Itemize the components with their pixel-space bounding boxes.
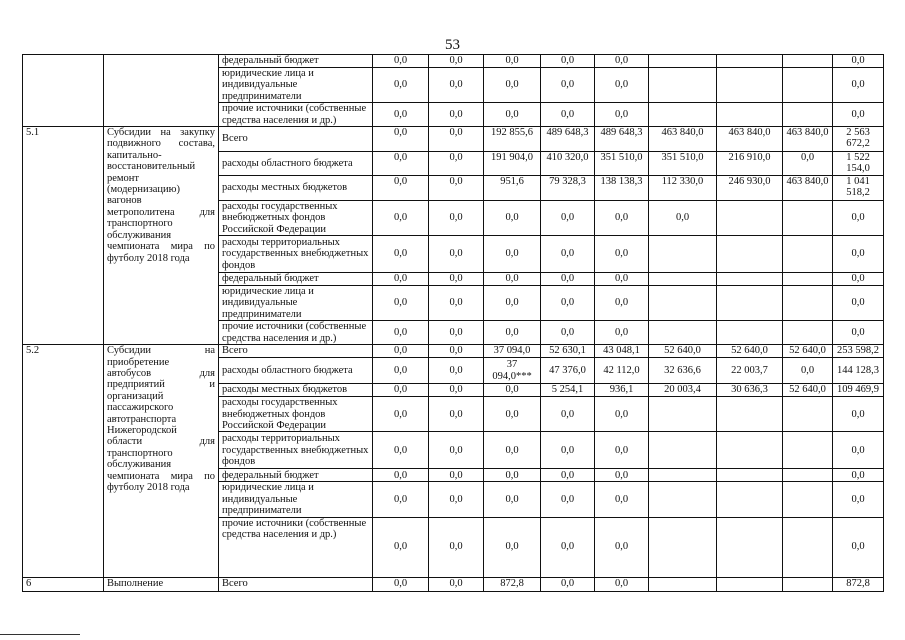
table-row xyxy=(23,127,884,152)
section-title-line: Субсидии на xyxy=(107,345,215,357)
value-cell: 463 840,0 xyxy=(717,127,783,152)
value-cell: 0,0 xyxy=(373,286,429,321)
value-cell: 0,0 xyxy=(595,236,649,273)
value-cell: 0,0 xyxy=(833,103,884,127)
value-cell: 191 904,0 xyxy=(484,152,541,176)
value-cell: 0,0 xyxy=(373,432,429,469)
value-cell: 0,0 xyxy=(833,321,884,345)
value-cell: 951,6 xyxy=(484,175,541,200)
value-cell: 246 930,0 xyxy=(717,175,783,200)
value-cell: 0,0 xyxy=(595,482,649,517)
page-number: 53 xyxy=(445,37,460,53)
value-cell xyxy=(717,103,783,127)
value-cell xyxy=(717,286,783,321)
value-cell: 0,0 xyxy=(541,200,595,235)
value-cell: 0,0 xyxy=(429,273,484,286)
value-cell: 0,0 xyxy=(833,286,884,321)
value-cell: 0,0 xyxy=(833,469,884,482)
section-title-line: обслуживания xyxy=(107,229,172,241)
value-cell: 0,0 xyxy=(429,345,484,358)
value-cell: 0,0 xyxy=(429,384,484,397)
value-cell: 0,0 xyxy=(783,358,833,384)
value-cell: 0,0 xyxy=(484,321,541,345)
funding-source: Всего xyxy=(219,127,373,152)
value-cell: 0,0 xyxy=(373,345,429,358)
value-cell: 0,0 xyxy=(429,432,484,469)
value-cell xyxy=(783,397,833,432)
value-cell xyxy=(783,55,833,68)
value-cell: 0,0 xyxy=(484,236,541,273)
value-cell xyxy=(649,469,717,482)
section-title-line: Субсидии на закупку xyxy=(107,127,215,139)
value-cell: 0,0 xyxy=(541,432,595,469)
value-cell xyxy=(649,273,717,286)
value-cell: 0,0 xyxy=(484,469,541,482)
value-cell: 0,0 xyxy=(373,469,429,482)
value-cell: 0,0 xyxy=(373,384,429,397)
value-cell: 0,0 xyxy=(429,358,484,384)
value-cell xyxy=(649,286,717,321)
value-cell xyxy=(649,103,717,127)
value-cell xyxy=(783,236,833,273)
value-cell: 463 840,0 xyxy=(649,127,717,152)
funding-source: расходы государственных внебюджетных фондов Российской Федерации xyxy=(219,397,373,432)
value-cell xyxy=(649,577,717,591)
section-title-line: приобретение xyxy=(107,356,170,368)
value-cell xyxy=(717,236,783,273)
table-row xyxy=(23,577,884,591)
value-cell: 0,0 xyxy=(541,397,595,432)
value-cell xyxy=(717,397,783,432)
value-cell: 0,0 xyxy=(373,358,429,384)
value-cell: 0,0 xyxy=(595,321,649,345)
value-cell: 52 640,0 xyxy=(783,384,833,397)
section-title-line: восстановительный xyxy=(107,161,196,173)
value-cell xyxy=(717,577,783,591)
value-cell: 52 640,0 xyxy=(649,345,717,358)
value-cell xyxy=(649,236,717,273)
section-title-6: Выполнение xyxy=(104,577,219,591)
value-cell xyxy=(783,482,833,517)
value-cell: 253 598,2 xyxy=(833,345,884,358)
funding-source: юридические лица и индивидуальные предприниматели xyxy=(219,286,373,321)
value-cell: 0,0 xyxy=(429,152,484,176)
value-cell: 351 510,0 xyxy=(649,152,717,176)
value-cell xyxy=(783,68,833,103)
funding-source: федеральный бюджет xyxy=(219,55,373,68)
value-cell xyxy=(649,55,717,68)
section-title-line: вагонов xyxy=(107,195,142,207)
value-cell: 0,0 xyxy=(484,103,541,127)
value-cell xyxy=(783,321,833,345)
value-cell: 0,0 xyxy=(833,68,884,103)
value-cell xyxy=(717,517,783,577)
value-cell: 0,0 xyxy=(373,152,429,176)
value-cell: 0,0 xyxy=(541,68,595,103)
value-cell: 0,0 xyxy=(595,200,649,235)
section-title-5-2 xyxy=(104,345,219,577)
value-cell: 216 910,0 xyxy=(717,152,783,176)
value-cell: 0,0 xyxy=(833,397,884,432)
value-cell: 872,8 xyxy=(833,577,884,591)
value-cell: 0,0 xyxy=(429,175,484,200)
value-cell: 30 636,3 xyxy=(717,384,783,397)
value-cell xyxy=(783,577,833,591)
value-cell xyxy=(649,517,717,577)
value-cell: 0,0 xyxy=(541,103,595,127)
value-cell: 0,0 xyxy=(429,68,484,103)
value-cell: 32 636,6 xyxy=(649,358,717,384)
value-cell: 52 630,1 xyxy=(541,345,595,358)
value-cell: 0,0 xyxy=(429,236,484,273)
value-cell: 192 855,6 xyxy=(484,127,541,152)
value-cell: 2 563 672,2 xyxy=(833,127,884,152)
section-title-line: автобусов для xyxy=(107,367,215,379)
section-title-line: чемпионата мира по xyxy=(107,241,215,253)
value-cell: 0,0 xyxy=(595,55,649,68)
value-cell: 0,0 xyxy=(833,517,884,577)
value-cell: 0,0 xyxy=(373,175,429,200)
value-cell xyxy=(717,321,783,345)
empty-title-cell xyxy=(104,55,219,127)
value-cell: 0,0 xyxy=(429,103,484,127)
value-cell: 0,0 xyxy=(484,273,541,286)
value-cell: 109 469,9 xyxy=(833,384,884,397)
value-cell: 0,0 xyxy=(595,68,649,103)
value-cell: 0,0 xyxy=(373,321,429,345)
value-cell xyxy=(783,432,833,469)
value-cell: 0,0 xyxy=(595,469,649,482)
value-cell: 42 112,0 xyxy=(595,358,649,384)
funding-source: расходы областного бюджета xyxy=(219,358,373,384)
section-id-5-1: 5.1 xyxy=(23,127,104,345)
value-cell xyxy=(649,68,717,103)
value-cell: 0,0 xyxy=(595,577,649,591)
value-cell xyxy=(717,469,783,482)
funding-source: прочие источники (собственные средства населения и др.) xyxy=(219,517,373,577)
section-title-line: подвижного состава, xyxy=(107,138,215,150)
value-cell: 0,0 xyxy=(484,397,541,432)
value-cell: 0,0 xyxy=(373,577,429,591)
value-cell: 52 640,0 xyxy=(783,345,833,358)
value-cell: 463 840,0 xyxy=(783,175,833,200)
value-cell: 0,0 xyxy=(595,286,649,321)
value-cell: 0,0 xyxy=(541,286,595,321)
funding-source: Всего xyxy=(219,345,373,358)
value-cell: 0,0 xyxy=(541,469,595,482)
value-cell xyxy=(783,286,833,321)
value-cell: 138 138,3 xyxy=(595,175,649,200)
value-cell: 0,0 xyxy=(373,55,429,68)
value-cell: 0,0 xyxy=(649,200,717,235)
value-cell: 936,1 xyxy=(595,384,649,397)
funding-source: расходы территориальных государственных внебюджетных фондов xyxy=(219,236,373,273)
value-cell: 0,0 xyxy=(373,482,429,517)
section-title-line: ремонт xyxy=(107,172,140,184)
section-title-line: области для xyxy=(107,436,215,448)
value-cell: 0,0 xyxy=(373,236,429,273)
value-cell: 22 003,7 xyxy=(717,358,783,384)
value-cell: 0,0 xyxy=(429,397,484,432)
value-cell: 20 003,4 xyxy=(649,384,717,397)
value-cell: 0,0 xyxy=(484,286,541,321)
section-id-5-2: 5.2 xyxy=(23,345,104,577)
section-id-6: 6 xyxy=(23,577,104,591)
value-cell xyxy=(783,200,833,235)
budget-table xyxy=(22,54,884,592)
value-cell: 0,0 xyxy=(595,432,649,469)
value-cell xyxy=(783,469,833,482)
value-cell: 0,0 xyxy=(833,200,884,235)
value-cell: 0,0 xyxy=(783,152,833,176)
value-cell: 1 522 154,0 xyxy=(833,152,884,176)
value-cell: 0,0 xyxy=(373,103,429,127)
value-cell: 463 840,0 xyxy=(783,127,833,152)
value-cell: 0,0 xyxy=(833,432,884,469)
value-cell: 5 254,1 xyxy=(541,384,595,397)
value-cell xyxy=(717,273,783,286)
value-cell: 0,0 xyxy=(429,482,484,517)
value-cell: 0,0 xyxy=(833,273,884,286)
value-cell: 0,0 xyxy=(429,321,484,345)
value-cell: 0,0 xyxy=(429,286,484,321)
value-cell: 0,0 xyxy=(429,55,484,68)
funding-source: юридические лица и индивидуальные предприниматели xyxy=(219,68,373,103)
value-cell: 0,0 xyxy=(373,397,429,432)
table-row xyxy=(23,345,884,358)
value-cell: 0,0 xyxy=(373,517,429,577)
section-title-line: пассажирского xyxy=(107,402,174,414)
funding-source: расходы местных бюджетов xyxy=(219,384,373,397)
value-cell xyxy=(783,103,833,127)
value-cell: 0,0 xyxy=(484,55,541,68)
value-cell: 0,0 xyxy=(833,236,884,273)
section-title-line: обслуживания xyxy=(107,459,172,471)
value-cell: 0,0 xyxy=(373,127,429,152)
value-cell xyxy=(783,517,833,577)
value-cell xyxy=(783,273,833,286)
section-title-line: чемпионата мира по xyxy=(107,470,215,482)
section-title-line: предприятий и xyxy=(107,379,215,391)
funding-source: федеральный бюджет xyxy=(219,273,373,286)
value-cell: 112 330,0 xyxy=(649,175,717,200)
value-cell: 79 328,3 xyxy=(541,175,595,200)
value-cell: 144 128,3 xyxy=(833,358,884,384)
value-cell: 0,0 xyxy=(833,482,884,517)
value-cell: 351 510,0 xyxy=(595,152,649,176)
section-title-line: Нижегородской xyxy=(107,424,177,436)
value-cell: 0,0 xyxy=(833,55,884,68)
value-cell: 47 376,0 xyxy=(541,358,595,384)
value-cell: 0,0 xyxy=(373,200,429,235)
value-cell: 37 094,0 xyxy=(484,345,541,358)
value-cell: 0,0 xyxy=(484,517,541,577)
funding-source: Всего xyxy=(219,577,373,591)
value-cell: 0,0 xyxy=(541,273,595,286)
value-cell: 0,0 xyxy=(484,200,541,235)
empty-id-cell xyxy=(23,55,104,127)
value-cell: 872,8 xyxy=(484,577,541,591)
section-title-line: капитально- xyxy=(107,149,162,161)
table-row xyxy=(23,55,884,68)
section-title-line: транспортного xyxy=(107,218,173,230)
section-title-line: транспортного xyxy=(107,447,173,459)
value-cell: 0,0 xyxy=(541,55,595,68)
value-cell: 489 648,3 xyxy=(541,127,595,152)
funding-source: юридические лица и индивидуальные предприниматели xyxy=(219,482,373,517)
value-cell: 0,0 xyxy=(429,200,484,235)
value-cell: 489 648,3 xyxy=(595,127,649,152)
footnote-rule xyxy=(0,634,80,635)
value-cell: 52 640,0 xyxy=(717,345,783,358)
section-title-line: метрополитена для xyxy=(107,206,215,218)
section-title-line: (модернизацию) xyxy=(107,184,180,196)
funding-source: прочие источники (собственные средства населения и др.) xyxy=(219,103,373,127)
section-title-5-1 xyxy=(104,127,219,345)
section-title-line: футболу 2018 года xyxy=(107,481,190,493)
value-cell: 0,0 xyxy=(541,321,595,345)
value-cell: 0,0 xyxy=(484,384,541,397)
value-cell xyxy=(649,397,717,432)
value-cell: 37 094,0*** xyxy=(484,358,541,384)
value-cell: 0,0 xyxy=(484,68,541,103)
value-cell xyxy=(649,432,717,469)
value-cell: 43 048,1 xyxy=(595,345,649,358)
value-cell xyxy=(717,432,783,469)
section-title-line: футболу 2018 года xyxy=(107,252,190,264)
value-cell: 0,0 xyxy=(595,397,649,432)
funding-source: расходы территориальных государственных внебюджетных фондов xyxy=(219,432,373,469)
section-title-line: автотранспорта xyxy=(107,413,177,425)
value-cell: 0,0 xyxy=(373,68,429,103)
value-cell: 0,0 xyxy=(595,517,649,577)
funding-source: федеральный бюджет xyxy=(219,469,373,482)
value-cell xyxy=(649,482,717,517)
value-cell: 0,0 xyxy=(595,273,649,286)
value-cell: 0,0 xyxy=(541,236,595,273)
value-cell xyxy=(717,68,783,103)
funding-source: прочие источники (собственные средства населения и др.) xyxy=(219,321,373,345)
value-cell: 0,0 xyxy=(541,577,595,591)
value-cell xyxy=(717,200,783,235)
funding-source: расходы местных бюджетов xyxy=(219,175,373,200)
value-cell: 0,0 xyxy=(429,577,484,591)
value-cell: 0,0 xyxy=(373,273,429,286)
value-cell xyxy=(717,482,783,517)
value-cell: 0,0 xyxy=(541,517,595,577)
value-cell xyxy=(717,55,783,68)
section-title-line: организаций xyxy=(107,390,164,402)
value-cell: 410 320,0 xyxy=(541,152,595,176)
value-cell xyxy=(649,321,717,345)
funding-source: расходы государственных внебюджетных фондов Российской Федерации xyxy=(219,200,373,235)
value-cell: 0,0 xyxy=(595,103,649,127)
value-cell: 0,0 xyxy=(484,432,541,469)
value-cell: 0,0 xyxy=(541,482,595,517)
funding-source: расходы областного бюджета xyxy=(219,152,373,176)
value-cell: 0,0 xyxy=(429,517,484,577)
value-cell: 0,0 xyxy=(429,469,484,482)
value-cell: 1 041 518,2 xyxy=(833,175,884,200)
value-cell: 0,0 xyxy=(429,127,484,152)
value-cell: 0,0 xyxy=(484,482,541,517)
